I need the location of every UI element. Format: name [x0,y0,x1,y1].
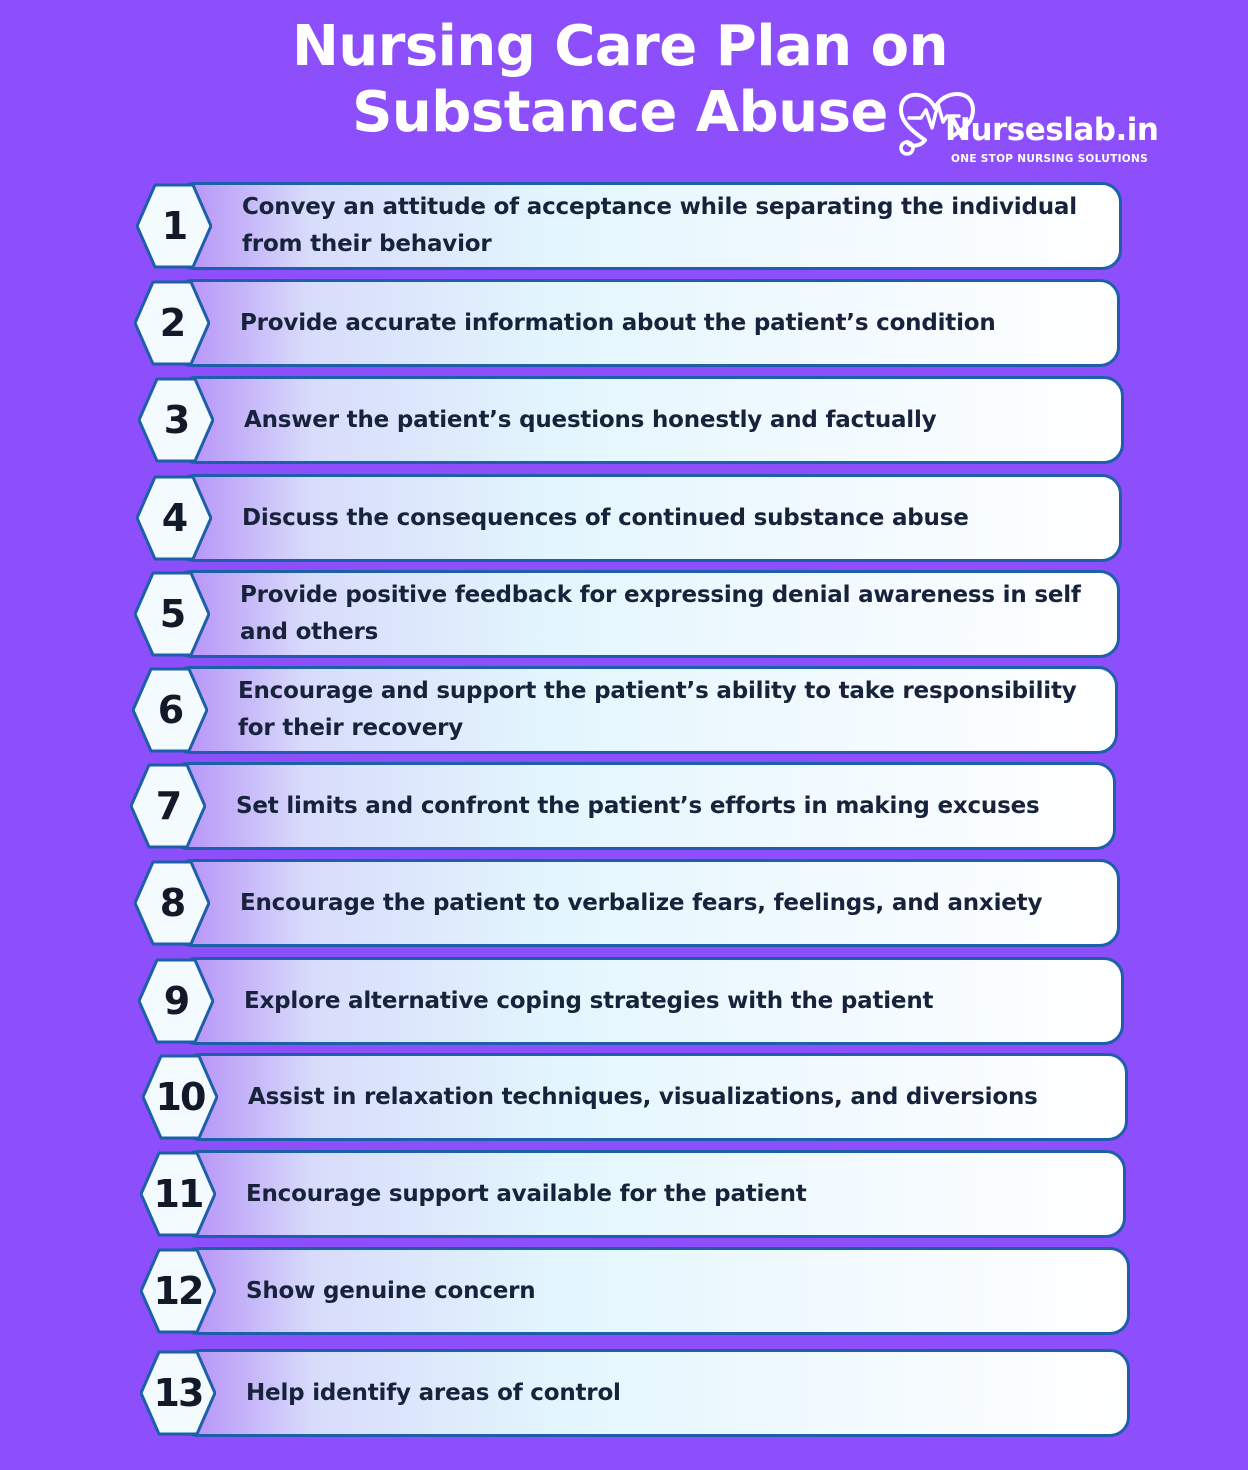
item-number: 5 [159,592,185,636]
number-badge [130,763,206,849]
item-number: 2 [159,301,185,345]
item-number: 1 [161,204,187,248]
item-text: Convey an attitude of acceptance while separating the individual from their behavior [242,194,1077,257]
list-item [132,666,1118,754]
item-number: 13 [153,1371,203,1415]
list-item [136,474,1122,562]
item-number: 3 [163,398,189,442]
item-number: 7 [155,784,181,828]
item-text: Encourage support available for the patient [246,1180,807,1207]
item-number: 12 [153,1269,203,1313]
number-badge [140,1151,216,1237]
title-line-1: Nursing Care Plan on [291,14,949,79]
number-badge [134,860,210,946]
item-text: Assist in relaxation techniques, visualizations, and diversions [248,1083,1038,1110]
brand-tagline: ONE STOP NURSING SOLUTIONS [951,153,1148,165]
number-badge [142,1054,218,1140]
list-item [138,376,1124,464]
item-number: 4 [161,496,187,540]
item-number: 6 [157,688,183,732]
list-item [134,279,1120,367]
item-text: Discuss the consequences of continued substance abuse [242,504,969,531]
item-text: Help identify areas of control [246,1379,621,1406]
item-number: 11 [153,1172,203,1216]
list-item [134,859,1120,947]
title-line-2: Substance Abuse [352,80,888,145]
list-item [142,1053,1128,1141]
number-badge [132,667,208,753]
number-badge [134,571,210,657]
item-text: Encourage and support the patient’s ability to take responsibility for their recovery [238,678,1077,741]
item-text: Set limits and confront the patient’s efforts in making excuses [236,792,1040,819]
list-item [136,182,1122,270]
item-text: Explore alternative coping strategies with the patient [244,987,934,1014]
item-text: Provide positive feedback for expressing denial awareness in self and others [240,582,1081,645]
list-item [130,762,1116,850]
number-badge [140,1248,216,1334]
number-badge [136,475,212,561]
item-text: Encourage the patient to verbalize fears, feelings, and anxiety [240,889,1043,916]
list-item [140,1349,1130,1437]
number-badge [138,377,214,463]
item-text: Show genuine concern [246,1277,536,1304]
list-item [140,1150,1126,1238]
list-item [138,957,1124,1045]
item-text: Answer the patient’s questions honestly and factually [244,406,937,433]
number-badge [140,1350,216,1436]
item-text: Provide accurate information about the patient’s condition [240,309,996,336]
list-item [134,570,1120,658]
list-item [140,1247,1130,1335]
number-badge [138,958,214,1044]
number-badge [136,183,212,269]
item-number: 10 [155,1075,205,1119]
item-number: 9 [163,979,189,1023]
number-badge [134,280,210,366]
brand-name: Nurseslab.in [945,112,1159,148]
item-number: 8 [159,881,185,925]
